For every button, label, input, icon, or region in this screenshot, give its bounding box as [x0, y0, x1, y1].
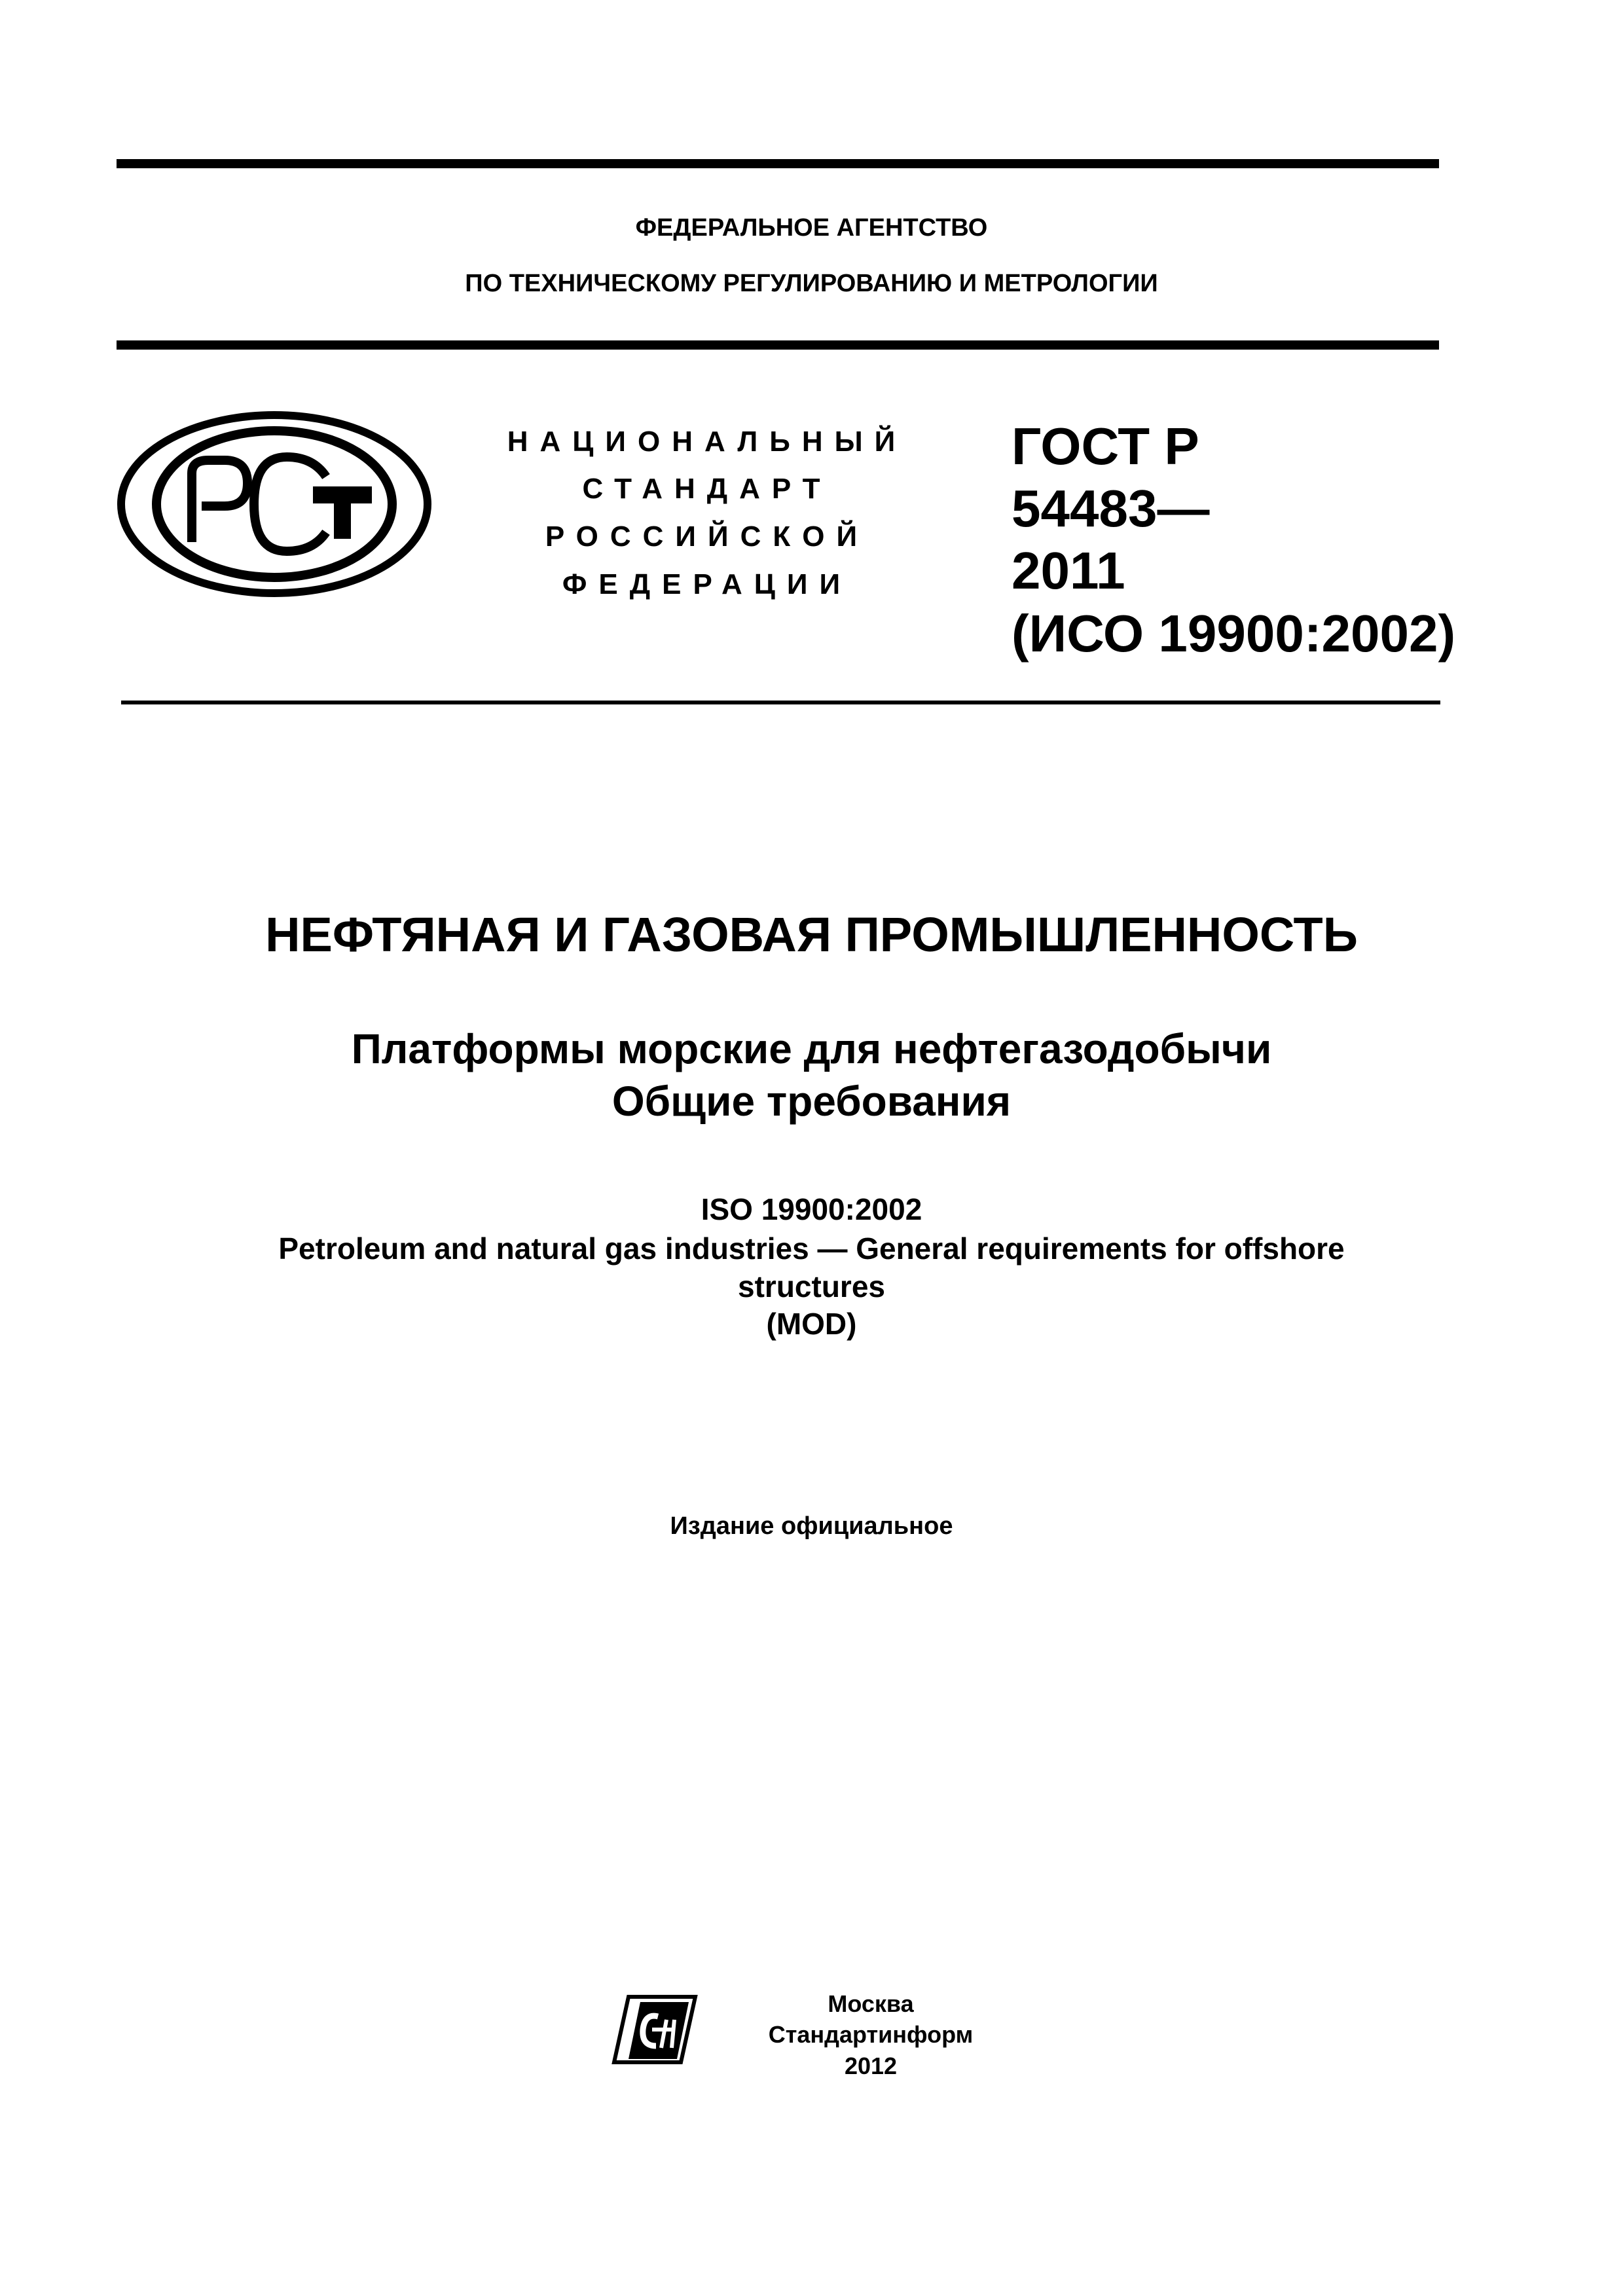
publisher-name: Стандартинформ [768, 2021, 974, 2048]
top-rule [117, 159, 1439, 168]
publisher-year: 2012 [844, 2052, 898, 2079]
designation-line-2: 54483— [1012, 479, 1210, 538]
designation-line-4: (ИСО 19900:2002) [1012, 604, 1456, 663]
iso-mod: (MOD) [766, 1307, 857, 1341]
national-standard-line-4: ФЕДЕРАЦИИ [562, 568, 852, 600]
main-title: НЕФТЯНАЯ И ГАЗОВАЯ ПРОМЫШЛЕННОСТЬ [265, 907, 1358, 962]
iso-code: ISO 19900:2002 [701, 1192, 922, 1226]
agency-line-2: ПО ТЕХНИЧЕСКОМУ РЕГУЛИРОВАНИЮ И МЕТРОЛОГИИ [465, 270, 1158, 297]
agency-line-1: ФЕДЕРАЛЬНОЕ АГЕНТСТВО [635, 214, 988, 242]
designation-line-1: ГОСТ Р [1012, 417, 1199, 475]
subtitle-line-1: Платформы морские для нефтегазодобычи [351, 1025, 1272, 1072]
national-standard-line-2: СТАНДАРТ [582, 473, 832, 505]
national-standard-line-3: РОССИЙСКОЙ [545, 520, 869, 553]
header-bottom-rule [121, 701, 1440, 704]
national-standard-line-1: НАЦИОНАЛЬНЫЙ [507, 426, 907, 458]
sti-logo-icon [609, 1990, 701, 2069]
agency-rule [117, 340, 1439, 350]
iso-title-line-1: Petroleum and natural gas industries — General requirements for offshore [278, 1231, 1345, 1266]
subtitle-line-2: Общие требования [611, 1078, 1012, 1125]
publisher-city: Москва [828, 1990, 914, 2017]
designation-line-3: 2011 [1012, 541, 1125, 600]
edition-label: Издание официальное [670, 1512, 953, 1540]
rst-emblem-icon [117, 411, 432, 598]
iso-title-line-2: structures [738, 1269, 885, 1303]
